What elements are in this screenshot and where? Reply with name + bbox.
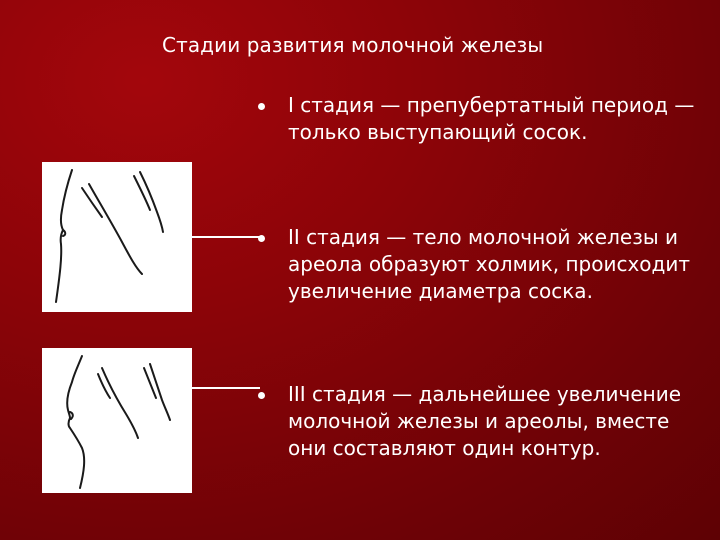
stage-3-figure (42, 348, 192, 493)
stage-2-connector-line (192, 236, 260, 238)
stage-3-connector-line (192, 387, 260, 389)
breast-stage-2-sketch-icon (42, 162, 192, 312)
breast-stage-3-sketch-icon (42, 348, 192, 493)
stage-2-figure (42, 162, 192, 312)
stage-1-text: I стадия — препубертатный период — только выступающий сосок. (288, 93, 695, 144)
slide-title: Стадии развития молочной железы (162, 33, 544, 57)
bullet-stage-3 (258, 392, 265, 399)
stage-3-text: III стадия — дальнейшее увеличение молочной железы и ареолы, вместе они составляют один контур. (288, 382, 682, 460)
bullet-stage-1 (258, 103, 265, 110)
stage-2-text: II стадия — тело молочной железы и ареола образуют холмик, происходит увеличение диаметра соска. (288, 225, 691, 303)
